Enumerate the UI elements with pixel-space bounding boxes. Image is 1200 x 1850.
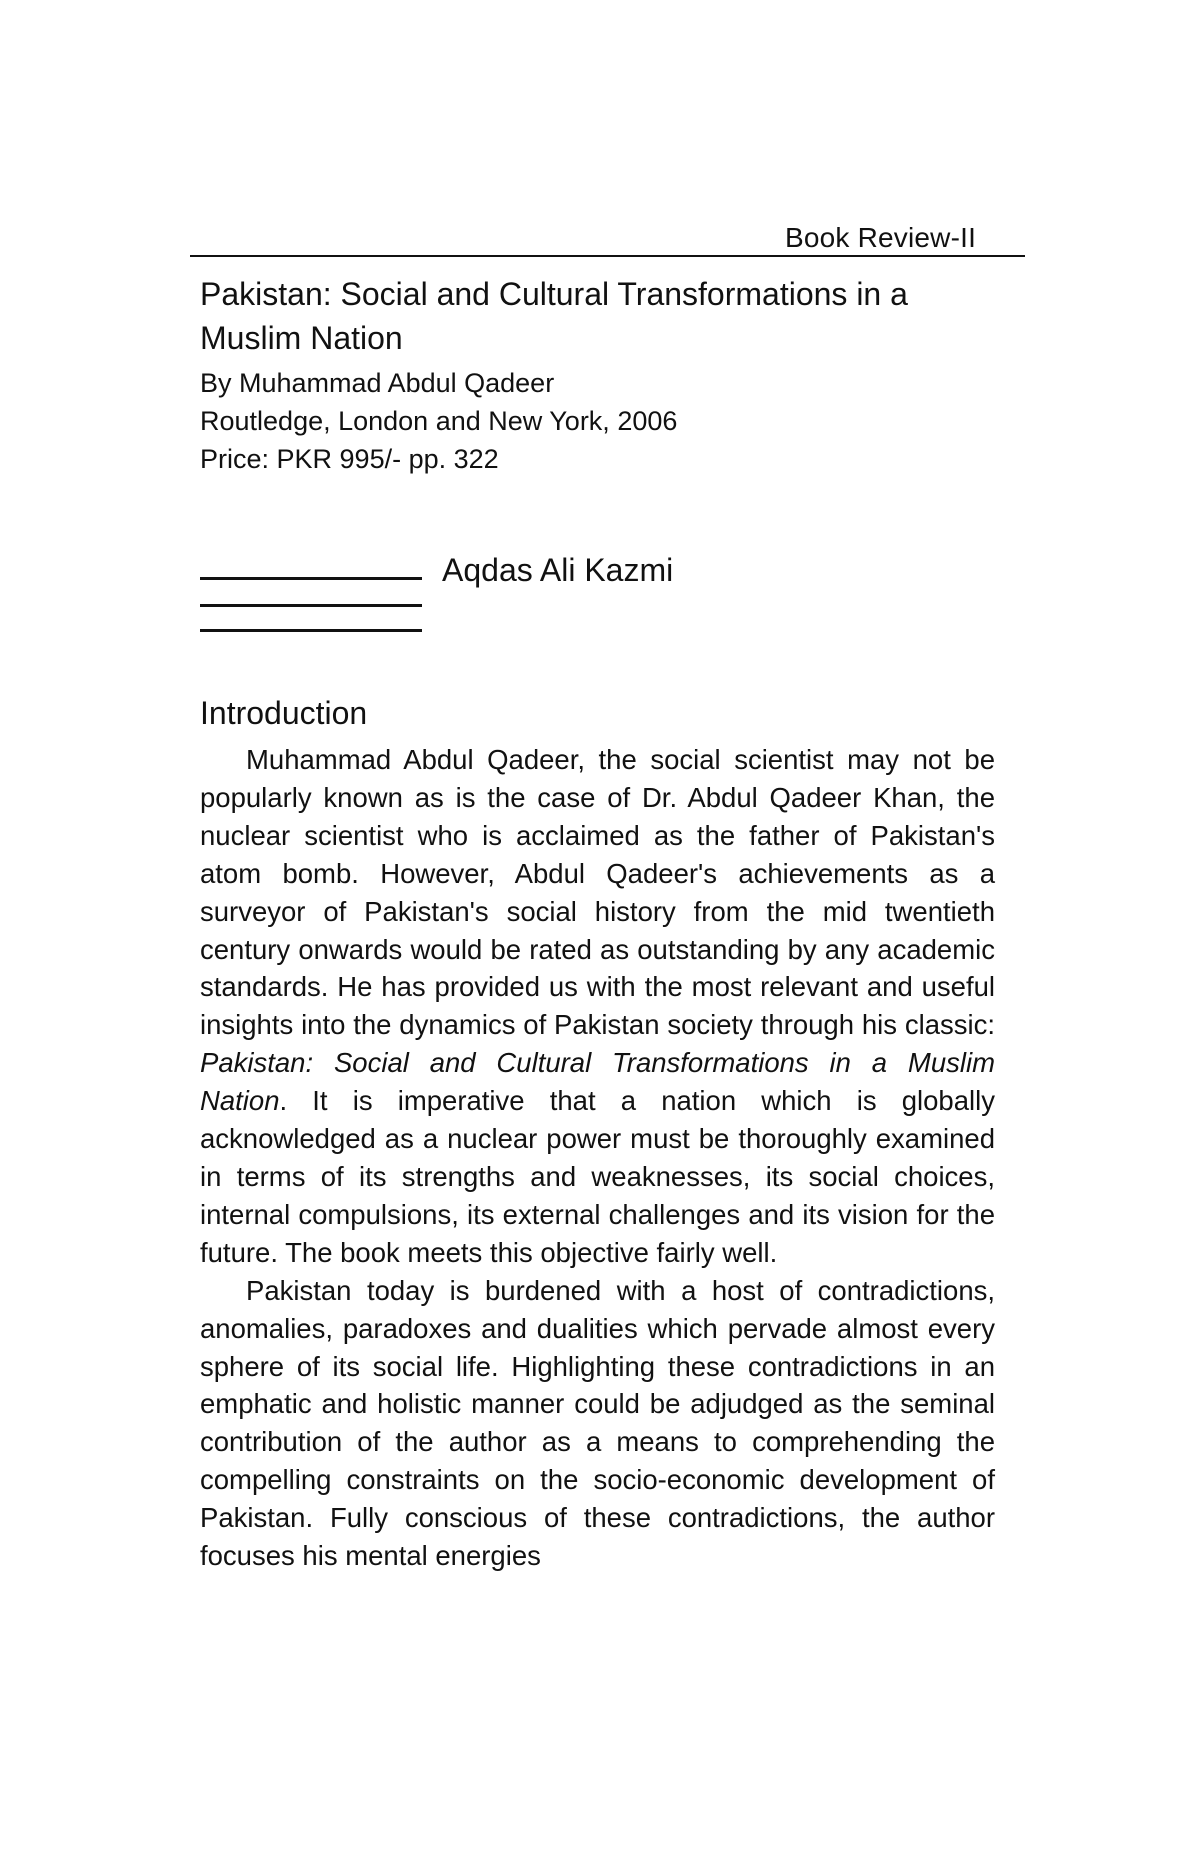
book-price: Price: PKR 995/- pp. 322 <box>200 444 499 474</box>
section-heading: Introduction <box>200 695 368 731</box>
decorative-rule <box>200 577 422 580</box>
book-title: Pakistan: Social and Cultural Transformations in a Muslim Nation <box>200 276 908 356</box>
running-header: Book Review-II <box>785 222 977 253</box>
reviewer-name: Aqdas Ali Kazmi <box>442 552 674 588</box>
paragraph <box>200 741 995 1272</box>
book-publisher: Routledge, London and New York, 2006 <box>200 406 678 436</box>
decorative-rule <box>200 629 422 632</box>
paragraph: Pakistan today is burdened with a host of contradictions, anomalies, paradoxes and dualities which pervade almost every sphere of its social life. Highlighting these contradictions in an emphatic and holistic manner could be adjudged as the seminal contribution of the author as a means to comprehending the compelling constraints on the socio-economic development of Pakistan. Fully conscious of these contradictions, the author focuses his mental energies <box>200 1274 995 1572</box>
header-rule <box>190 255 1025 257</box>
body-text <box>200 741 995 1575</box>
paragraph-text: . It is imperative that a nation which is globally acknowledged as a nuclear power must be thoroughly examined in terms of its strengths and weaknesses, its social choices, internal compulsions, its external challenges and its vision for the future. The book meets this objective fairly well. <box>200 1085 995 1268</box>
italic-book-title: Pakistan: Social and Cultural Transformations in a Muslim Nation <box>200 1047 995 1117</box>
decorative-rule <box>200 604 422 607</box>
paragraph-text: Muhammad Abdul Qadeer, the social scientist may not be popularly known as is the case of Dr. Abdul Qadeer Khan, the nuclear scientist who is acclaimed as the father of Pakistan's atom bomb. However, Abdul Qadeer's achievements as a surveyor of Pakistan's social history from the mid twentieth century onwards would be rated as outstanding by any academic standards. He has provided us with the most relevant and useful insights into the dynamics of Pakistan society through his classic: <box>200 744 995 1041</box>
book-author: By Muhammad Abdul Qadeer <box>200 368 555 398</box>
